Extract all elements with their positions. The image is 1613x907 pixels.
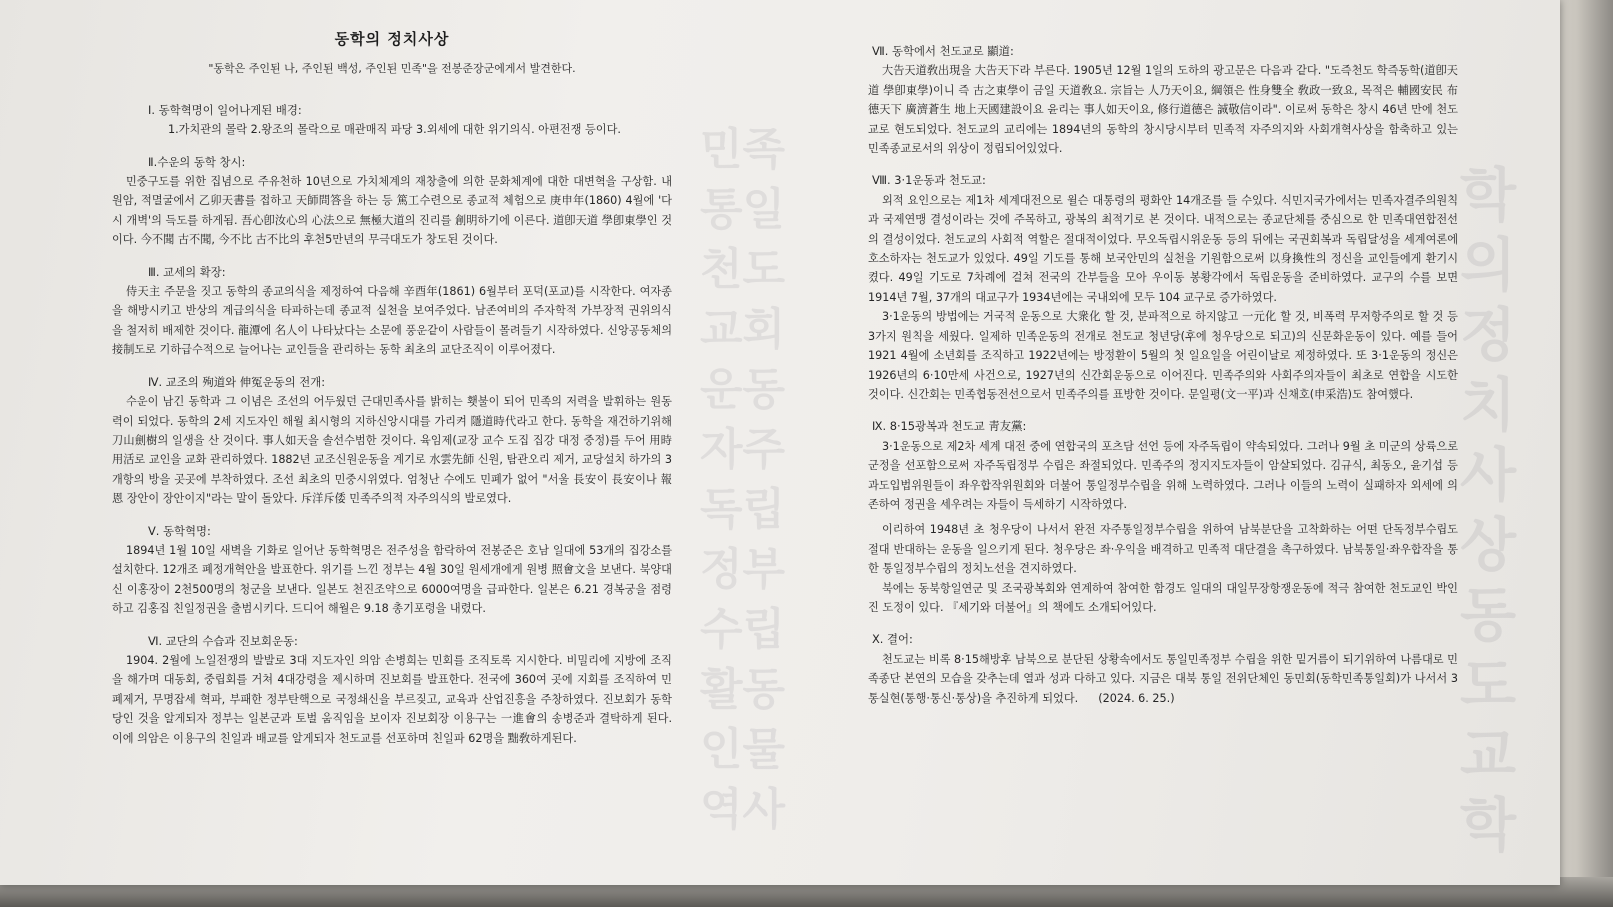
section-2 [112,153,672,250]
section-10 [868,630,1458,708]
show-through-text: 민족 통일 천도 교회 운동 자주 독립 정부 수립 활동 인물 역사 [700,124,786,835]
section-3 [112,263,672,360]
section-heading: Ⅹ. 결어: [872,632,913,647]
document-date: (2024. 6. 25.) [1098,691,1175,705]
section-paragraph: 1.가치관의 몰락 2.왕조의 몰락으로 매관매직 파당 3.외세에 대한 위기의식. 아편전쟁 등이다. [168,123,621,137]
section-heading: Ⅳ. 교조의 殉道와 伸冤운동의 전개: [148,374,326,389]
section-paragraph: 민중구도를 위한 집념으로 주유천하 10년으로 가치체계의 재창출에 의한 문화체계에 대한 대변혁을 구상함. 내원암, 적멸굴에서 乙卯天書를 접하고 天師問答을 하는 등 篤工수련으로 종교적 체험으로 庚申年(1860) 4월에 '다시 개벽'의 득도를 하게됨. 吾心卽汝心의 心法으로 無極大道의 진리를 創明하기에 이른다. 道卽天道 學卽東學인 것이다. 今不聞 古不聞, 今不比 古不比의 후천5만년의 무극대도가 창도된 것이다. [112,175,672,247]
section-heading: Ⅲ. 교세의 확장: [148,264,226,279]
section-paragraph: 1904. 2월에 노일전쟁의 발발로 3대 지도자인 의암 손병희는 민회를 조직토록 지시한다. 비밀리에 지방에 조직을 해가며 대동회, 중립회를 거쳐 4대강령을 제시하며 진보회를 발표한다. 전국에 360여 곳에 지회를 조직하여 민폐제거, 무명잡세 혁파, 부패한 정부탄핵으로 국정쇄신을 부르짖고, 교육과 산업진흥을 주창하였다. 진보회가 동학당인 것을 알게되자 정부는 일본군과 토벌 움직임을 보이자 진보회장 이용구는 一進會의 송병준과 결탁하게 된다. 이에 의암은 이용구의 친일과 배교를 알게되자 천도교를 선포하며 친일파 62명을 黜敎하게된다. [112,653,672,745]
section-heading: Ⅷ. 3·1운동과 천도교: [872,173,986,188]
conclusion-text: 천도교는 비록 8·15해방후 남북으로 분단된 상황속에서도 통일민족정부 수립을 위한 밑거름이 되기위하여 나름대로 민족종단 본연의 모습을 갖추는데 열과 성과 다하고 있다. 지금은 대북 통일 전위단체인 동민회(동학민족통일회)가 나서서 3통실현(통행·통신·통상)을 추진하게 되었다. [868,652,1458,705]
right-column [868,42,1458,721]
section-paragraph: 1894년 1월 10일 새벽을 기화로 일어난 동학혁명은 전주성을 함락하여 전봉준은 호남 일대에 53개의 집강소를 설치한다. 12개조 폐정개혁안을 발표한다. 위기를 느낀 정부는 4월 30일 원세개에게 원병 照會文을 보낸다. 북양대신 이홍장이 2천500명의 청군을 보낸다. 일본도 천진조약으로 6000여명을 급파한다. 일본은 6.21 경복궁을 점령하고 김홍집 친일정권을 출범시키다. 드디어 해월은 9.18 총기포령을 내렸다. [112,543,672,616]
section-paragraph: 북에는 동북항일연군 및 조국광복회와 연계하여 참여한 함경도 일대의 대일무장항쟁운동에 적극 참여한 천도교인 박인진 도정이 있다. 『세기와 더불어』의 책에도 소개되어있다. [868,581,1458,614]
section-paragraph: 3·1운동으로 제2차 세계 대전 중에 연합국의 포츠담 선언 등에 자주독립이 약속되었다. 그러나 9월 초 미군의 상륙으로 군정을 선포함으로써 자주독립정부 수립은 좌절되었다. 민족주의 정지지도자들이 암살되었다. 김규식, 최동오, 윤기섭 등 과도입법위원들이 좌우합작위원회와 더불어 통일정부수립을 위해 노력하였다. 그러나 이들의 노력이 실패하자 외세에 의존하여 정권을 세우려는 자들이 득세하기 시작하였다. [868,439,1458,511]
section-heading: Ⅸ. 8·15광복과 천도교 靑友黨: [872,419,1027,434]
left-column [112,30,672,761]
show-through-text: 학 의 정 치 사 상 동 도 교 학 [1460,161,1517,859]
section-paragraph: 3·1운동의 방법에는 거국적 운동으로 大衆化 할 것, 분파적으로 하지않고 一元化 할 것, 비폭력 무저항주의로 할 것 등 3가지 원칙을 세웠다. 일제하 민족운동의 전개로 천도교 청년당(후에 청우당으로 되고)의 신문화운동이 있다. 예를 들어 1921 4월에 소년회를 조직하고 1922년에는 방정환이 5월의 첫 일요일을 어린이날로 제정하였다. 또 3·1운동의 정신은 1926년의 6·10만세 사건으로, 1927년의 신간회운동으로 이어진다. 민족주의와 사회주의자들이 최초로 연합을 시도한 것이다. 신간회는 민족협동전선으로서 민족주의를 표방한 것이다. 문일평(文一平)과 신채호(申采浩)도 참여했다. [868,310,1458,401]
section-1 [112,101,672,140]
section-paragraph [868,650,1458,708]
section-5 [112,522,672,619]
section-paragraph: 외적 요인으로는 제1차 세계대전으로 윌슨 대통령의 평화안 14개조를 들 수있다. 식민지국가에서는 민족자결주의원칙과 국제연맹 결성이라는 것에 주목하고, 광복의 최적기로 본 것이다. 내적으로는 종교단체를 중심으로 한 민족대연합전선의 결성이었다. 천도교의 사회적 역할은 절대적이었다. 무오독립시위운동 등의 뒤에는 국권회복과 독립달성을 세계여론에 호소하자는 천도교가 있었다. 49일 기도를 통해 보국안민의 실천을 기원함으로써 以身換性의 정신을 교인들에게 환기시켰다. 49일 기도로 7차례에 걸쳐 전국의 간부들을 모아 우이동 봉황각에서 독립운동을 준비하였다. 교구의 수를 보면 1914년 7월, 37개의 대교구가 1934년에는 국내외에 모두 104 교구로 증가하였다. [868,193,1458,304]
section-heading: Ⅵ. 교단의 수습과 진보회운동: [148,633,298,648]
section-paragraph: 大告天道敎出現을 大告天下라 부른다. 1905년 12월 1일의 도하의 광고문은 다음과 같다. "도즉천도 학즉동학(道卽天道 學卽東學)이니 즉 古之東學이 금일 天道敎요. 宗旨는 人乃天이요, 綱領은 性身雙全 敎政一致요, 목적은 輔國安民 布德天下 廣濟蒼生 地上天國建設이요 윤리는 事人如天이요, 修行道德은 誠敬信이라". 이로써 동학은 창시 46년 만에 천도교로 현도되었다. 천도교의 교리에는 1894년의 동학의 창시당시부터 민족적 자주의지와 사회개혁사상을 함축하고 있는 민족종교로서의 위상이 정립되어있었다. [868,64,1458,156]
document-title: 동학의 정치사상 [334,30,450,48]
section-paragraph: 이리하여 1948년 초 청우당이 나서서 완전 자주통일정부수립을 위하여 남북분단을 고착화하는 어떤 단독정부수립도 절대 반대하는 운동을 일으키게 된다. 청우당은 좌·우익을 배격하고 민족적 대단결을 촉구하였다. 남북통일·좌우합작을 통한 통일정부수립의 정치노선을 견지하였다. [868,523,1458,576]
section-heading: Ⅰ. 동학혁명이 일어나게된 배경: [148,102,302,117]
section-9 [868,417,1458,617]
section-heading: Ⅱ.수운의 동학 창시: [148,154,246,169]
section-6 [112,632,672,748]
section-paragraph: 侍天主 주문을 짓고 동학의 종교의식을 제정하여 다음해 辛酉年(1861) 6월부터 포덕(포교)를 시작한다. 여자종을 해방시키고 반상의 계급의식을 타파하는데 종교적 실천을 보여주었다. 남존여비의 주자학적 가부장적 권위의식을 철저히 배제한 것이다. 龍潭에 名人이 나타났다는 소문에 풍운같이 사람들이 몰려들기 시작하였다. 신앙공동체의 接制도로 기하급수적으로 늘어나는 교인들을 관리하는 동학 최초의 교단조직이 이루어졌다. [112,285,672,357]
section-paragraph: 수운이 남긴 동학과 그 이념은 조선의 어두웠던 근대민족사를 밝히는 횃불이 되어 민족의 저력을 발휘하는 원동력이 되었다. 동학의 2세 지도자인 해월 최시형의 지하신앙시대를 가리켜 隱道時代라고 한다. 동학을 재건하기위해 刀山劍樹의 일생을 산 것이다. 事人如天을 솔선수범한 것이다. 육임제(교장 교수 도집 집강 대정 중정)를 두어 用時用活로 교인을 교화 관리하였다. 1882년 교조신원운동을 계기로 水雲先師 신원, 탐관오리 제거, 교당설치 하가의 3개항의 방을 곳곳에 부착하였다. 조선 최초의 민중시위였다. 엄청난 수에도 민폐가 없어 "서울 長安이 長安이나 報恩 장안이 장안이지"라는 말이 돌았다. 斥洋斥倭 민족주의적 자주의식의 발로였다. [112,395,672,506]
section-8 [868,171,1458,404]
document-subtitle: "동학은 주인된 나, 주인된 백성, 주인된 민족"을 전봉준장군에게서 발견한다. [208,62,576,76]
section-heading: Ⅴ. 동학혁명: [148,523,211,538]
section-heading: Ⅶ. 동학에서 천도교로 顯道: [872,44,1014,58]
section-7 [868,42,1458,158]
section-4 [112,373,672,509]
